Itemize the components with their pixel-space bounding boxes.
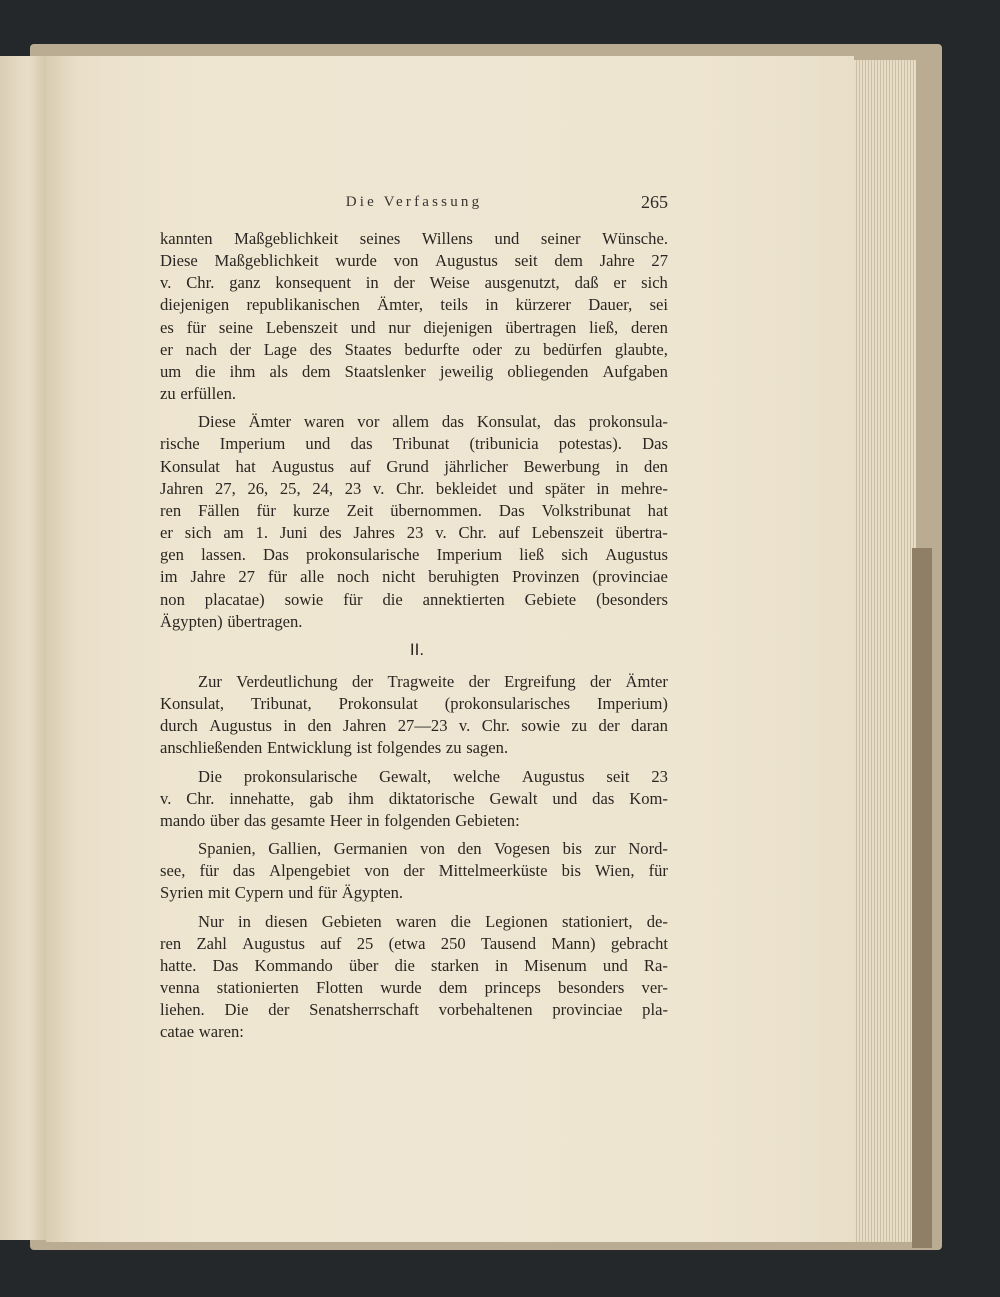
- text-line: hatte. Das Kommando über die starken in Misenum und Ra-: [160, 955, 668, 975]
- text-line: anschließenden Entwicklung ist folgendes zu sagen.: [160, 738, 509, 758]
- paragraph: [160, 411, 668, 633]
- text-line: kannten Maßgeblichkeit seines Willens und seiner Wünsche.: [160, 229, 668, 248]
- text-line: see, für das Alpengebiet von der Mittelmeerküste bis Wien, für: [160, 861, 668, 881]
- paragraph: [160, 228, 668, 405]
- text-line: catae waren:: [160, 1022, 244, 1042]
- text-line: non placatae) sowie für die annektierten Gebiete (besonders: [160, 589, 668, 609]
- text-line: diejenigen republikanischen Ämter, teils in kürzerer Dauer, sei: [160, 295, 668, 315]
- text-line: es für seine Lebenszeit und nur diejenigen übertragen ließ, deren: [160, 317, 668, 337]
- text-line: Diese Ämter waren vor allem das Konsulat, das prokonsula-: [198, 412, 668, 432]
- page-number: 265: [641, 192, 668, 212]
- text-line: ren Fällen für kurze Zeit übernommen. Das Volkstribunat hat: [160, 500, 668, 520]
- cover-edge-shadow: [912, 548, 932, 1248]
- section-heading: II.: [409, 639, 425, 659]
- text-line: venna stationierten Flotten wurde dem princeps besonders ver-: [160, 978, 668, 997]
- text-line: zu erfüllen.: [160, 384, 237, 404]
- text-line: Diese Maßgeblichkeit wurde von Augustus seit dem Jahre 27: [160, 251, 668, 271]
- text-line: er nach der Lage des Staates bedurfte oder zu bedürfen glaubte,: [160, 339, 668, 359]
- paragraph: [160, 671, 668, 760]
- text-line: Die prokonsularische Gewalt, welche Augustus seit 23: [198, 766, 668, 786]
- text-line: Jahren 27, 26, 25, 24, 23 v. Chr. bekleidet und später in mehre-: [160, 478, 668, 498]
- text-line: v. Chr. ganz konsequent in der Weise ausgenutzt, daß er sich: [160, 273, 668, 293]
- page-block-edges: [854, 60, 916, 1242]
- text-line: Syrien mit Cypern und für Ägypten.: [160, 883, 404, 903]
- text-line: Nur in diesen Gebieten waren die Legionen stationiert, de-: [198, 911, 668, 931]
- running-head-title: Die Verfassung: [345, 194, 483, 210]
- text-line: er sich am 1. Juni des Jahres 23 v. Chr. auf Lebenszeit übertra-: [160, 523, 668, 543]
- text-line: ren Zahl Augustus auf 25 (etwa 250 Tausend Mann) gebracht: [160, 933, 668, 953]
- running-head: [160, 190, 668, 220]
- text-line: um die ihm als dem Staatslenker jeweilig obliegenden Aufgaben: [160, 361, 668, 381]
- left-page-edge: [0, 56, 46, 1240]
- text-line: Spanien, Gallien, Germanien von den Vogesen bis zur Nord-: [198, 839, 668, 859]
- text-line: Zur Verdeutlichung der Tragweite der Ergreifung der Ämter: [198, 671, 668, 691]
- text-line: liehen. Die der Senatsherrschaft vorbehaltenen provinciae pla-: [160, 1000, 668, 1020]
- text-line: Konsulat, Tribunat, Prokonsulat (prokonsularisches Imperium): [160, 694, 668, 714]
- paragraph: [160, 911, 668, 1044]
- text-line: mando über das gesamte Heer in folgenden Gebieten:: [160, 810, 520, 830]
- paragraph: [160, 766, 668, 832]
- text-line: durch Augustus in den Jahren 27—23 v. Chr. sowie zu der daran: [160, 716, 668, 736]
- text-line: gen lassen. Das prokonsularische Imperium ließ sich Augustus: [160, 545, 668, 565]
- text-line: im Jahre 27 für alle noch nicht beruhigten Provinzen (provinciae: [160, 567, 668, 587]
- text-line: Ägypten) übertragen.: [160, 611, 303, 631]
- body-text: [160, 228, 668, 1043]
- text-line: Konsulat hat Augustus auf Grund jährlicher Bewerbung in den: [160, 456, 668, 476]
- text-line: v. Chr. innehatte, gab ihm diktatorische Gewalt und das Kom-: [160, 788, 668, 808]
- text-line: rische Imperium und das Tribunat (tribunicia potestas). Das: [160, 434, 668, 454]
- paragraph: [160, 838, 668, 904]
